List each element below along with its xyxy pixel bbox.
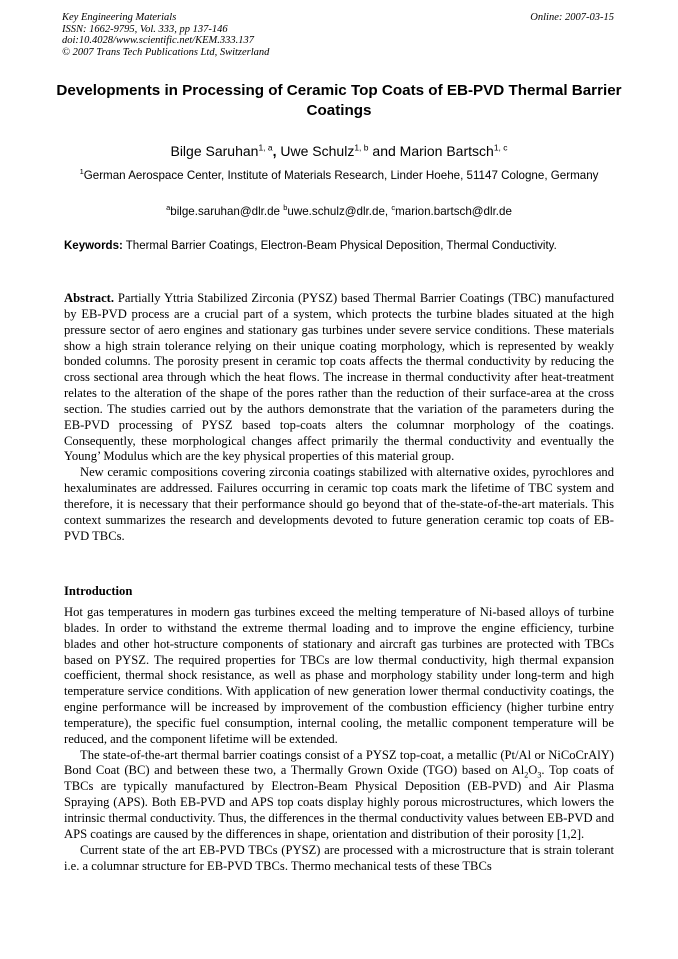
abstract-paragraph: New ceramic compositions covering zirconia coatings stabilized with alternative oxides, pyrochlores and hexaluminates are addressed. Failures occurring in ceramic top coats mark the lifetime of TBC system and therefore, it is necessary that their performance should go beyond that of the-state-of-the-art materials. This context summarizes the research and developments devoted to future generation ceramic top coats of EB-PVD TBCs.	[64, 465, 614, 543]
body-text: The state-of-the-art thermal barrier coatings consist of a PYSZ top-coat, a metallic (Pt/Al or NiCoCrAlY) Bond Coat (BC) and between these two, a Thermally Grown Oxide (TGO) based on Al	[64, 747, 614, 778]
email-link[interactable]: bilge.saruhan@dlr.de	[170, 205, 280, 218]
keywords	[64, 239, 620, 254]
email-superscript: c	[391, 203, 396, 213]
body-text: O	[528, 763, 538, 778]
email-list	[0, 204, 678, 219]
copyright-line: © 2007 Trans Tech Publications Ltd, Switzerland	[62, 46, 270, 58]
author-superscript: 1, b	[354, 142, 369, 153]
author-name: Uwe Schulz	[276, 143, 355, 159]
author-name: Bilge Saruhan	[170, 143, 259, 159]
email-superscript: a	[166, 203, 171, 213]
abstract-label: Abstract.	[64, 291, 115, 305]
body-paragraph: Hot gas temperatures in modern gas turbines exceed the melting temperature of Ni-based alloys of turbine blades. In order to withstand the extreme thermal loading and to improve the engine efficiency, turbine blades and other hot-structure components of stationary and aircraft gas turbines are protected with TBCs based on PYSZ. The required properties for TBCs are low thermal conductivity, high thermal expansion coefficient, thermal shock resistance, as well as phase and morphology stability under long-term and high temperature service conditions. With application of new generation lower thermal conductivity coatings, the engine performance will be increased by improvement of the combustion efficiency (higher turbine entry temperature), the specific fuel consumption, internal cooling, the metallic component temperature will be reduced, and the component lifetime will be extended.	[64, 605, 614, 746]
body-paragraph: Current state of the art EB-PVD TBCs (PYSZ) are processed with a microstructure that is strain tolerant i.e. a columnar structure for EB-PVD TBCs. Thermo mechanical tests of these TBCs	[64, 842, 614, 873]
abstract-text: Partially Yttria Stabilized Zirconia (PYSZ) based Thermal Barrier Coatings (TBC) manufactured by EB-PVD process are a crucial part of a system, which protects the turbine blades situated at the high pressure sector of aero engines and stationary gas turbines under severe service conditions. These materials show a high strain tolerance relying on their unique coating morphology, which is represented by weakly bonded columns. The porosity present in ceramic top coats affects the thermal conductivity by reducing the cross sectional area through which the heat flows. The increase in thermal conductivity after heat-treatment relates to the alteration of the shape of the pores rather than the reduction of their surface-area at the cross section. The studies carried out by the authors demonstrate that the variation of the parameters during the EB-PVD processing of PYSZ based top-coats alters the columnar morphology of the coatings. Consequently, these morphological changes affect primarily the thermal conductivity and eventually the Young’ Modulus which are the key physical properties of this material group.	[64, 291, 614, 464]
abstract-paragraph	[64, 291, 614, 465]
journal-issn: ISSN: 1662-9795, Vol. 333, pp 137-146	[62, 23, 228, 35]
subscript: 2	[524, 770, 529, 780]
affiliation	[70, 168, 608, 184]
affiliation-text: German Aerospace Center, Institute of Materials Research, Linder Hoehe, 51147 Cologne, Germany	[83, 169, 599, 182]
paper-title: Developments in Processing of Ceramic Top Coats of EB-PVD Thermal Barrier Coatings	[56, 82, 622, 119]
keywords-text: Thermal Barrier Coatings, Electron-Beam Physical Deposition, Thermal Conductivity.	[122, 240, 557, 252]
introduction-section	[64, 605, 614, 874]
author-superscript: 1, a	[258, 142, 273, 153]
author-name: and Marion Bartsch	[368, 143, 494, 159]
subscript: 3	[537, 770, 542, 780]
section-heading: Introduction	[64, 584, 133, 598]
email-link[interactable]: uwe.schulz@dlr.de,	[287, 205, 389, 218]
affiliation-superscript: 1	[79, 167, 84, 177]
online-date: Online: 2007-03-15	[530, 12, 614, 23]
email-superscript: b	[283, 203, 288, 213]
body-paragraph	[64, 748, 614, 843]
author-separator: ,	[272, 143, 277, 159]
journal-name: Key Engineering Materials	[62, 12, 177, 23]
body-text: . Top coats of TBCs are typically manufactured by Electron-Beam Physical Deposition (EB-PVD) and Air Plasma Spraying (APS). Both EB-PVD and APS top coats display highly porous microstructures, which lowers the intrinsic thermal conductivity. Thus, the differences in the thermal conductivity values between EB-PVD and APS coatings are caused by the differences in shape, orientation and distribution of their porosity [1,2].	[64, 763, 615, 841]
journal-header	[62, 12, 422, 58]
email-link[interactable]: marion.bartsch@dlr.de	[395, 205, 512, 218]
abstract-section	[64, 291, 614, 545]
author-superscript: 1, c	[493, 142, 508, 153]
journal-doi: doi:10.4028/www.scientific.net/KEM.333.137	[62, 35, 254, 47]
keywords-label: Keywords:	[64, 240, 123, 252]
author-list	[0, 142, 678, 160]
